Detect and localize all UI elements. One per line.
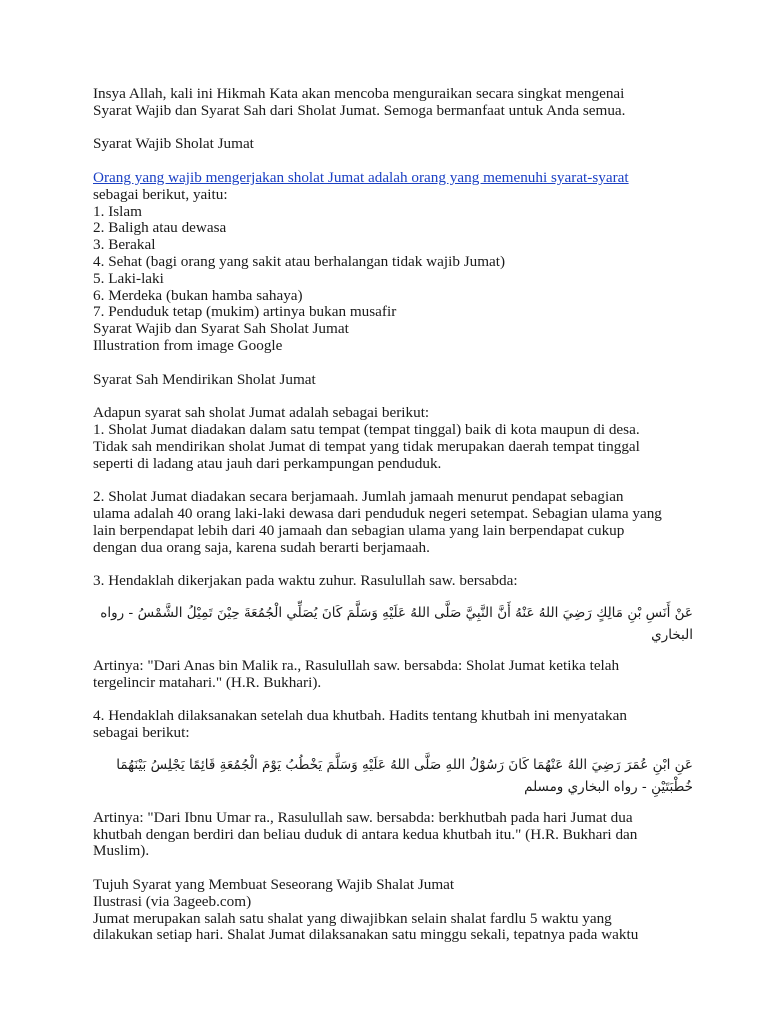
sah-point2-line: 2. Sholat Jumat diadakan secara berjamaah. Jumlah jamaah menurut pendapat sebagian (93, 488, 624, 506)
document-body (93, 86, 693, 944)
hadith-2-meaning-line: Muslim). (93, 842, 150, 860)
hadith-2-meaning-line: Artinya: "Dari Ibnu Umar ra., Rasulullah saw. bersabda: berkhutbah pada hari Jumat dua (93, 808, 633, 826)
list-item: 7. Penduduk tetap (mukim) artinya bukan musafir (93, 303, 397, 321)
list-item: 6. Merdeka (bukan hamba sahaya) (93, 286, 303, 304)
image-credit: Illustration from image Google (93, 336, 283, 354)
intro-line-2: Syarat Wajib dan Syarat Sah dari Sholat Jumat. Semoga bermanfaat untuk Anda semua. (93, 101, 626, 119)
hadith-1-meaning-line: tergelincir matahari." (H.R. Bukhari). (93, 673, 322, 691)
sah-point1-line: 1. Sholat Jumat diadakan dalam satu tempat (tempat tinggal) baik di kota maupun di desa. (93, 420, 640, 438)
wajib-heading: Syarat Wajib Sholat Jumat (93, 135, 254, 153)
hadith-2-meaning-line: khutbah dengan berdiri dan beliau duduk di antara kedua khutbah itu." (H.R. Bukhari dan (93, 825, 638, 843)
sah-point4-line: sebagai berikut: (93, 724, 190, 742)
hadith-1-meaning-line: Artinya: "Dari Anas bin Malik ra., Rasulullah saw. bersabda: Sholat Jumat ketika telah (93, 656, 620, 674)
intro-line-1: Insya Allah, kali ini Hikmah Kata akan mencoba menguraikan secara singkat mengenai (93, 85, 625, 102)
list-item: 2. Baligh atau dewasa (93, 219, 227, 237)
tujuh-credit: Ilustrasi (via 3ageeb.com) (93, 892, 252, 910)
list-item: 5. Laki-laki (93, 269, 164, 287)
hadith-1-arabic: عَنْ أَنَسِ بْنِ مَالِكٍ رَضِيَ اللهُ عَنْهُ أَنَّ النَّبِيَّ صَلَّى اللهُ عَلَيْهِ وَسَلَّمَ كَانَ يُصَلِّي الْجُمُعَةَ حِيْنَ تَمِيْلُ الشَّمْسُ - رواه البخاري (100, 604, 693, 643)
sah-point2-line: lain berpendapat lebih dari 40 jamaah dan sebagian ulama yang lain berpendapat cukup (93, 521, 625, 539)
wajib-lead-link[interactable]: Orang yang wajib mengerjakan sholat Jumat adalah orang yang memenuhi syarat-syarat (93, 168, 629, 186)
tujuh-heading: Tujuh Syarat yang Membuat Seseorang Wajib Shalat Jumat (93, 876, 455, 894)
sah-point1-line: Tidak sah mendirikan sholat Jumat di tempat yang tidak merupakan daerah tempat tinggal (93, 437, 640, 455)
list-item: 3. Berakal (93, 236, 156, 254)
tujuh-body-line: dilakukan setiap hari. Shalat Jumat dilaksanakan satu minggu sekali, tepatnya pada waktu (93, 926, 639, 944)
tujuh-body-line: Jumat merupakan salah satu shalat yang diwajibkan selain shalat fardlu 5 waktu yang (93, 909, 612, 927)
sah-heading: Syarat Sah Mendirikan Sholat Jumat (93, 370, 316, 388)
sah-point1-line: seperti di ladang atau jauh dari perkampungan penduduk. (93, 454, 442, 472)
list-item: 1. Islam (93, 202, 142, 220)
wajib-lead-rest: sebagai berikut, yaitu: (93, 185, 228, 203)
sah-point3: 3. Hendaklah dikerjakan pada waktu zuhur. Rasulullah saw. bersabda: (93, 572, 518, 590)
sah-point4-line: 4. Hendaklah dilaksanakan setelah dua khutbah. Hadits tentang khutbah ini menyatakan (93, 707, 627, 725)
sah-point2-line: dengan dua orang saja, karena sudah berarti berjamaah. (93, 538, 430, 556)
image-title: Syarat Wajib dan Syarat Sah Sholat Jumat (93, 320, 349, 338)
sah-point2-line: ulama adalah 40 orang laki-laki dewasa dari penduduk negeri setempat. Sebagian ulama yang (93, 504, 662, 522)
hadith-2-arabic: عَنِ ابْنِ عُمَرَ رَضِيَ اللهُ عَنْهُمَا كَانَ رَسُوْلُ اللهِ صَلَّى اللهُ عَلَيْهِ وَسَلَّمَ يَخْطُبُ يَوْمَ الْجُمُعَةِ قَائِمًا يَجْلِسُ بَيْنَهُمَا خُطْبَتَيْنِ - رواه البخاري ومسلم (116, 756, 693, 795)
sah-lead: Adapun syarat sah sholat Jumat adalah sebagai berikut: (93, 404, 430, 422)
list-item: 4. Sehat (bagi orang yang sakit atau berhalangan tidak wajib Jumat) (93, 252, 506, 270)
